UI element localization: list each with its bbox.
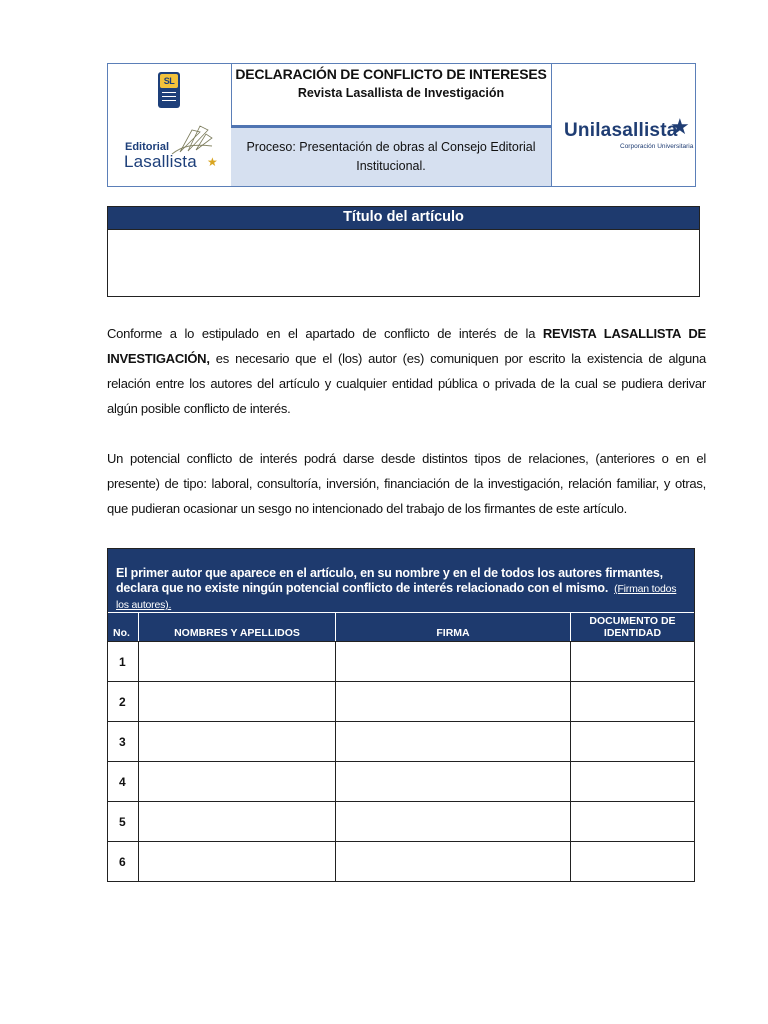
name-cell[interactable]: [139, 682, 336, 721]
table-row: [108, 721, 694, 761]
row-number: 1: [108, 642, 139, 681]
table-row: [108, 801, 694, 841]
column-header-no: No.: [108, 613, 139, 641]
id-cell[interactable]: [571, 722, 694, 761]
intro-paragraph: [107, 321, 706, 421]
sil-badge-text: SL: [160, 74, 178, 88]
journal-name-bold: REVISTA LASALLISTA DE INVESTIGACIÓN,: [107, 326, 706, 366]
name-cell[interactable]: [139, 802, 336, 841]
signature-cell[interactable]: [336, 842, 571, 881]
table-row: [108, 641, 694, 681]
table-header-row: [108, 612, 694, 641]
title-cell: [231, 64, 551, 125]
column-header-names: NOMBRES Y APELLIDOS: [139, 613, 336, 641]
name-cell[interactable]: [139, 762, 336, 801]
intro-text-end: es necesario que el (los) autor (es) comuniquen por escrito la existencia de alguna relación entre los autores del artículo y cualquier entidad pública o privada de la cual se pudiera derivar algún posible conflicto de interés.: [107, 351, 706, 416]
id-cell[interactable]: [571, 682, 694, 721]
article-title-box: [107, 206, 700, 297]
article-title-label: Título del artículo: [108, 207, 699, 230]
signature-cell[interactable]: [336, 642, 571, 681]
journal-name: Revista Lasallista de Investigación: [297, 86, 505, 100]
row-number: 2: [108, 682, 139, 721]
editorial-label: Editorial: [125, 141, 170, 153]
intro-text-start: Conforme a lo estipulado en el apartado de conflicto de interés de la: [107, 326, 543, 341]
document-header: [107, 63, 696, 187]
column-header-signature: FIRMA: [336, 613, 571, 641]
table-row: [108, 761, 694, 801]
document-title: DECLARACIÓN DE CONFLICTO DE INTERESES: [235, 66, 547, 82]
column-header-id: DOCUMENTO DE IDENTIDAD: [589, 615, 676, 639]
signature-table: [107, 548, 695, 882]
id-cell[interactable]: [571, 762, 694, 801]
declaration-note: (Firman todos los autores).: [116, 583, 677, 611]
editorial-lasallista-logo: [108, 64, 232, 186]
article-title-field[interactable]: [108, 230, 699, 298]
declaration-statement: [108, 549, 694, 612]
name-cell[interactable]: [139, 642, 336, 681]
table-row: [108, 841, 694, 881]
declaration-text: El primer autor que aparece en el artículo, en su nombre y en el de todos los autores firmantes, declara que no existe ningún potencial conflicto de interés relacionado con el mismo.: [116, 566, 663, 595]
process-text: Proceso: Presentación de obras al Consejo Editorial Institucional.: [246, 140, 536, 173]
table-row: [108, 681, 694, 721]
star-icon: ★: [670, 114, 690, 139]
lasallista-label: Lasallista: [124, 152, 197, 171]
unilasallista-name: Unilasallista: [564, 120, 678, 141]
process-cell: [231, 125, 551, 186]
signature-cell[interactable]: [336, 802, 571, 841]
id-cell[interactable]: [571, 842, 694, 881]
signature-cell[interactable]: [336, 682, 571, 721]
row-number: 6: [108, 842, 139, 881]
row-number: 5: [108, 802, 139, 841]
id-cell[interactable]: [571, 642, 694, 681]
unilasallista-logo: [551, 64, 696, 186]
name-cell[interactable]: [139, 722, 336, 761]
signature-cell[interactable]: [336, 762, 571, 801]
star-icon: ★: [207, 155, 218, 169]
row-number: 4: [108, 762, 139, 801]
id-cell[interactable]: [571, 802, 694, 841]
signature-cell[interactable]: [336, 722, 571, 761]
sil-badge-icon: [158, 72, 180, 108]
name-cell[interactable]: [139, 842, 336, 881]
row-number: 3: [108, 722, 139, 761]
conflict-paragraph: Un potencial conflicto de interés podrá darse desde distintos tipos de relaciones, (anteriores o en el presente) de tipo: laboral, consultoría, inversión, financiación de la investigación, relación familiar, y otras, que pudieran ocasionar un sesgo no intencionado del trabajo de los firmantes de este artículo.: [107, 451, 706, 516]
unilasallista-tagline: Corporación Universitaria: [620, 143, 694, 150]
